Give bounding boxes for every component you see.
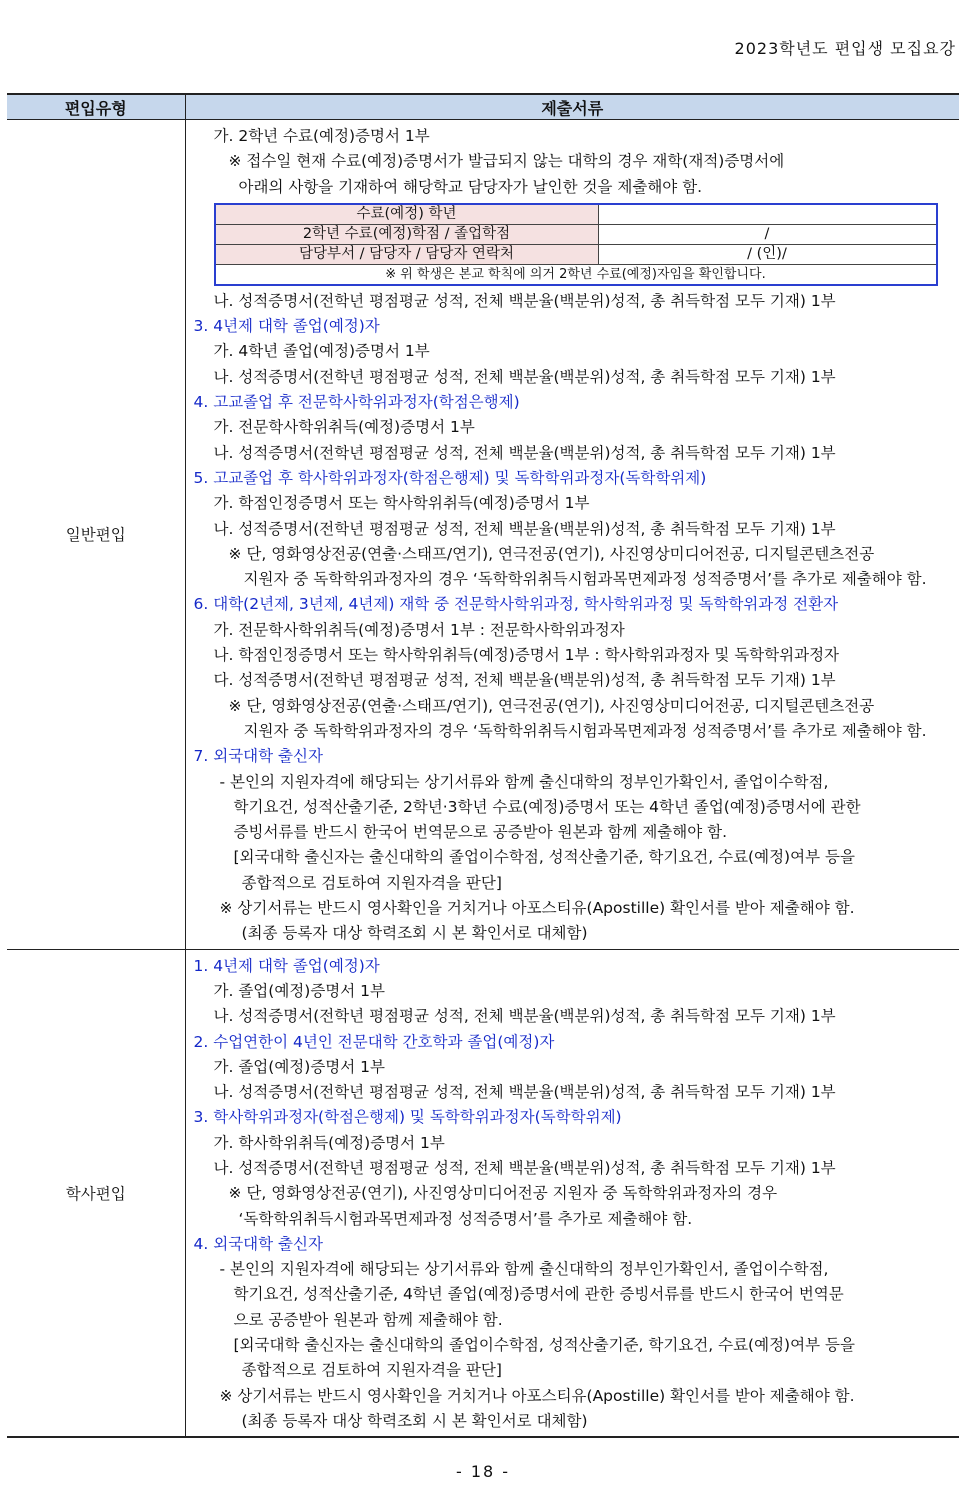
doc-line: 다. 성적증명서(전학년 평점평균 성적, 전체 백분율(백분위)성적, 총 취득학점 모두 기재) 1부 bbox=[213, 671, 836, 690]
doc-line: [외국대학 출신자는 출신대학의 졸업이수학점, 성적산출기준, 학기요건, 수료(예정)여부 등을 bbox=[233, 1336, 855, 1355]
certification-form-box bbox=[214, 203, 938, 286]
section-heading: 3. 4년제 대학 졸업(예정)자 bbox=[193, 317, 380, 336]
note-line: (최종 등록자 대상 학력조회 시 본 확인서로 대체함) bbox=[241, 1411, 588, 1430]
doc-line: 종합적으로 검토하여 지원자격을 판단] bbox=[241, 1361, 502, 1380]
form-row bbox=[215, 224, 937, 244]
note-line: ※ 상기서류는 반드시 영사확인을 거치거나 아포스티유(Apostille) 확인서를 받아 제출해야 함. bbox=[219, 899, 855, 918]
form-value bbox=[598, 204, 937, 225]
section-heading: 4. 고교졸업 후 전문학사학위과정자(학점은행제) bbox=[193, 393, 520, 412]
note-line: ※ 단, 영화영상전공(연출·스태프/연기), 연극전공(연기), 사진영상미디어전공, 디지털콘텐츠전공 bbox=[228, 544, 875, 563]
doc-line: 학기요건, 성적산출기준, 4학년 졸업(예정)증명서에 관한 증빙서류를 반드시 한국어 번역문 bbox=[233, 1285, 844, 1304]
form-note: ※ 위 학생은 본교 학칙에 의거 2학년 수료(예정)자임을 확인합니다. bbox=[215, 264, 937, 285]
note-line: ※ 단, 영화영상전공(연기), 사진영상미디어전공 지원자 중 독학학위과정자의 경우 bbox=[228, 1184, 778, 1203]
doc-line: 나. 성적증명서(전학년 평점평균 성적, 전체 백분율(백분위)성적, 총 취득학점 모두 기재) 1부 bbox=[213, 519, 836, 538]
doc-line: 나. 성적증명서(전학년 평점평균 성적, 전체 백분율(백분위)성적, 총 취득학점 모두 기재) 1부 bbox=[213, 291, 836, 310]
note-line: 지원자 중 독학학위과정자의 경우 ‘독학학위취득시험과목면제과정 성적증명서’를 추가로 제출해야 함. bbox=[243, 570, 927, 589]
column-header-documents: 제출서류 bbox=[185, 94, 959, 120]
type-label-bachelor: 학사편입 bbox=[7, 949, 185, 1437]
form-value: / bbox=[598, 224, 937, 244]
note-line: 아래의 사항을 기재하여 해당학교 담당자가 날인한 것을 제출해야 함. bbox=[238, 177, 703, 196]
section-heading: 4. 외국대학 출신자 bbox=[193, 1234, 323, 1253]
table-row-bachelor bbox=[7, 949, 959, 1437]
doc-line: 가. 학사학위취득(예정)증명서 1부 bbox=[213, 1133, 445, 1152]
form-row bbox=[215, 204, 937, 225]
section-heading: 3. 학사학위과정자(학점은행제) 및 독학학위과정자(독학학위제) bbox=[193, 1108, 622, 1127]
page-number: - 18 - bbox=[455, 1462, 511, 1481]
note-line: 지원자 중 독학학위과정자의 경우 ‘독학학위취득시험과목면제과정 성적증명서’를 추가로 제출해야 함. bbox=[243, 721, 927, 740]
column-header-type: 편입유형 bbox=[7, 94, 185, 120]
doc-line: 가. 4학년 졸업(예정)증명서 1부 bbox=[213, 342, 430, 361]
general-documents-cell bbox=[185, 120, 959, 950]
section-heading: 5. 고교졸업 후 학사학위과정자(학점은행제) 및 독학학위과정자(독학학위제) bbox=[193, 468, 707, 487]
doc-line: - 본인의 지원자격에 해당되는 상기서류와 함께 출신대학의 정부인가확인서, 졸업이수학점, bbox=[219, 1260, 829, 1279]
doc-line: 나. 학점인정증명서 또는 학사학위취득(예정)증명서 1부 : 학사학위과정자 및 독학학위과정자 bbox=[213, 646, 840, 665]
doc-line: [외국대학 출신자는 출신대학의 졸업이수학점, 성적산출기준, 학기요건, 수료(예정)여부 등을 bbox=[233, 848, 855, 867]
doc-line: 가. 졸업(예정)증명서 1부 bbox=[213, 981, 385, 1000]
section-heading: 7. 외국대학 출신자 bbox=[193, 747, 323, 766]
document-title: 2023학년도 편입생 모집요강 bbox=[734, 39, 956, 58]
table-row-general bbox=[7, 120, 959, 950]
form-note-row bbox=[215, 264, 937, 285]
section-heading: 1. 4년제 대학 졸업(예정)자 bbox=[193, 956, 380, 975]
doc-line: 종합적으로 검토하여 지원자격을 판단] bbox=[241, 873, 502, 892]
doc-line: 가. 학점인정증명서 또는 학사학위취득(예정)증명서 1부 bbox=[213, 494, 590, 513]
table-header-row bbox=[7, 94, 959, 120]
doc-line: 학기요건, 성적산출기준, 2학년·3학년 수료(예정)증명서 또는 4학년 졸업(예정)증명서에 관한 bbox=[233, 797, 861, 816]
submission-documents-table bbox=[7, 93, 959, 1438]
section-heading: 6. 대학(2년제, 3년제, 4년제) 재학 중 전문학사학위과정, 학사학위과정 및 독학학위과정 전환자 bbox=[193, 595, 839, 614]
doc-line: 가. 전문학사학위취득(예정)증명서 1부 bbox=[213, 418, 475, 437]
form-label: 담당부서 / 담당자 / 담당자 연락처 bbox=[215, 244, 599, 264]
doc-line: 증빙서류를 반드시 한국어 번역문으로 공증받아 원본과 함께 제출해야 함. bbox=[233, 823, 728, 842]
doc-line: 가. 졸업(예정)증명서 1부 bbox=[213, 1057, 385, 1076]
doc-line: 나. 성적증명서(전학년 평점평균 성적, 전체 백분율(백분위)성적, 총 취득학점 모두 기재) 1부 bbox=[213, 367, 836, 386]
doc-line: 가. 2학년 수료(예정)증명서 1부 bbox=[213, 127, 430, 145]
note-line: ※ 접수일 현재 수료(예정)증명서가 발급되지 않는 대학의 경우 재학(재적)증명서에 bbox=[228, 152, 785, 171]
bachelor-documents-cell bbox=[185, 949, 959, 1437]
form-label: 수료(예정) 학년 bbox=[215, 204, 599, 225]
form-label: 2학년 수료(예정)학점 / 졸업학점 bbox=[215, 224, 599, 244]
form-value: / (인)/ bbox=[598, 244, 937, 264]
type-label-general: 일반편입 bbox=[7, 120, 185, 950]
doc-line: - 본인의 지원자격에 해당되는 상기서류와 함께 출신대학의 정부인가확인서, 졸업이수학점, bbox=[219, 772, 829, 791]
doc-line: 나. 성적증명서(전학년 평점평균 성적, 전체 백분율(백분위)성적, 총 취득학점 모두 기재) 1부 bbox=[213, 1158, 836, 1177]
form-row bbox=[215, 244, 937, 264]
note-line: ※ 단, 영화영상전공(연출·스태프/연기), 연극전공(연기), 사진영상미디어전공, 디지털콘텐츠전공 bbox=[228, 696, 875, 715]
doc-line: 가. 전문학사학위취득(예정)증명서 1부 : 전문학사학위과정자 bbox=[213, 620, 625, 639]
note-line: (최종 등록자 대상 학력조회 시 본 확인서로 대체함) bbox=[241, 924, 588, 943]
note-line: ‘독학학위취득시험과목면제과정 성적증명서’를 추가로 제출해야 함. bbox=[238, 1209, 693, 1228]
doc-line: 나. 성적증명서(전학년 평점평균 성적, 전체 백분율(백분위)성적, 총 취득학점 모두 기재) 1부 bbox=[213, 1007, 836, 1026]
section-heading: 2. 수업연한이 4년인 전문대학 간호학과 졸업(예정)자 bbox=[193, 1032, 555, 1051]
doc-line: 으로 공증받아 원본과 함께 제출해야 함. bbox=[233, 1310, 503, 1329]
note-line: ※ 상기서류는 반드시 영사확인을 거치거나 아포스티유(Apostille) 확인서를 받아 제출해야 함. bbox=[219, 1386, 855, 1405]
doc-line: 나. 성적증명서(전학년 평점평균 성적, 전체 백분율(백분위)성적, 총 취득학점 모두 기재) 1부 bbox=[213, 1083, 836, 1102]
doc-line: 나. 성적증명서(전학년 평점평균 성적, 전체 백분율(백분위)성적, 총 취득학점 모두 기재) 1부 bbox=[213, 443, 836, 462]
